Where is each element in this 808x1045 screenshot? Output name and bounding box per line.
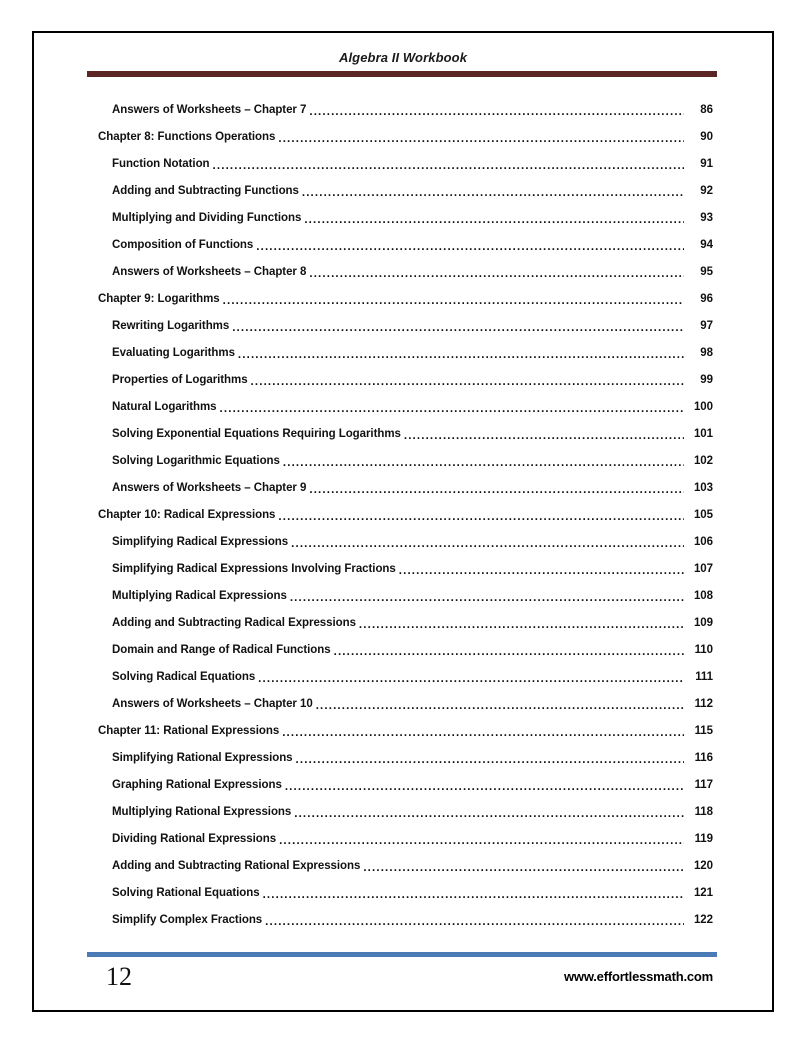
toc-entry-title: Chapter 9: Logarithms (98, 292, 220, 305)
toc-entry-page-number: 108 (693, 589, 713, 602)
toc-entry-title: Multiplying Rational Expressions (112, 805, 292, 818)
table-of-contents (34, 96, 772, 933)
footer-website-url: www.effortlessmath.com (564, 969, 713, 984)
toc-entry-title: Domain and Range of Radical Functions (112, 643, 331, 656)
toc-entry-title: Evaluating Logarithms (112, 346, 235, 359)
toc-entry-title: Chapter 11: Rational Expressions (98, 724, 280, 737)
toc-dot-leader (278, 508, 684, 521)
toc-entry-title: Simplifying Rational Expressions (112, 751, 293, 764)
toc-entry-page-number: 103 (693, 481, 713, 494)
toc-entry-page-number: 98 (700, 346, 713, 359)
toc-dot-leader (399, 562, 684, 575)
toc-entry[interactable] (34, 258, 772, 285)
toc-entry[interactable] (34, 879, 772, 906)
toc-entry-page-number: 93 (700, 211, 713, 224)
toc-dot-leader (285, 778, 684, 791)
toc-dot-leader (256, 238, 684, 251)
toc-dot-leader (309, 481, 684, 494)
toc-entry-page-number: 121 (693, 886, 713, 899)
toc-entry-title: Natural Logarithms (112, 400, 217, 413)
toc-entry-page-number: 90 (700, 130, 713, 143)
toc-entry[interactable] (34, 663, 772, 690)
toc-dot-leader (404, 427, 684, 440)
toc-entry-page-number: 109 (693, 616, 713, 629)
toc-dot-leader (265, 913, 684, 926)
toc-entry-page-number: 122 (693, 913, 713, 926)
toc-entry-title: Function Notation (112, 157, 210, 170)
toc-entry[interactable] (34, 366, 772, 393)
toc-dot-leader (213, 157, 684, 170)
toc-entry-page-number: 96 (700, 292, 713, 305)
toc-dot-leader (232, 319, 684, 332)
toc-dot-leader (258, 670, 684, 683)
toc-entry[interactable] (34, 501, 772, 528)
toc-dot-leader (223, 292, 684, 305)
toc-entry[interactable] (34, 798, 772, 825)
toc-dot-leader (279, 832, 684, 845)
toc-dot-leader (334, 643, 684, 656)
toc-entry-page-number: 100 (693, 400, 713, 413)
toc-entry-page-number: 105 (693, 508, 713, 521)
toc-entry-page-number: 111 (695, 670, 713, 683)
toc-entry[interactable] (34, 609, 772, 636)
page-frame (32, 31, 774, 1012)
toc-entry[interactable] (34, 636, 772, 663)
toc-entry-page-number: 116 (694, 751, 713, 764)
toc-entry-page-number: 118 (694, 805, 713, 818)
toc-entry-page-number: 112 (694, 697, 713, 710)
toc-entry[interactable] (34, 528, 772, 555)
toc-entry-title: Multiplying Radical Expressions (112, 589, 287, 602)
toc-entry-title: Solving Rational Equations (112, 886, 260, 899)
toc-dot-leader (291, 535, 684, 548)
toc-dot-leader (290, 589, 684, 602)
page-number: 12 (106, 962, 132, 991)
toc-entry-title: Graphing Rational Expressions (112, 778, 282, 791)
toc-entry-page-number: 91 (700, 157, 713, 170)
toc-entry-page-number: 120 (693, 859, 713, 872)
toc-entry-page-number: 99 (700, 373, 713, 386)
toc-dot-leader (294, 805, 684, 818)
toc-dot-leader (263, 886, 684, 899)
toc-entry[interactable] (34, 447, 772, 474)
toc-dot-leader (304, 211, 684, 224)
toc-entry-title: Rewriting Logarithms (112, 319, 230, 332)
toc-entry-page-number: 92 (700, 184, 713, 197)
header-rule (87, 71, 717, 77)
toc-entry[interactable] (34, 852, 772, 879)
page-header (34, 33, 772, 65)
toc-dot-leader (251, 373, 684, 386)
running-header-title: Algebra II Workbook (338, 50, 468, 65)
toc-entry-page-number: 117 (694, 778, 713, 791)
toc-dot-leader (282, 724, 684, 737)
toc-dot-leader (309, 103, 684, 116)
page-footer (34, 938, 772, 1010)
toc-entry-page-number: 94 (700, 238, 713, 251)
toc-entry-page-number: 106 (693, 535, 713, 548)
footer-rule (87, 952, 717, 957)
toc-entry[interactable] (34, 312, 772, 339)
toc-dot-leader (296, 751, 684, 764)
toc-dot-leader (283, 454, 684, 467)
toc-entry[interactable] (34, 123, 772, 150)
toc-entry-page-number: 107 (693, 562, 713, 575)
toc-entry[interactable] (34, 231, 772, 258)
toc-dot-leader (309, 265, 684, 278)
toc-dot-leader (220, 400, 684, 413)
toc-entry-page-number: 110 (694, 643, 713, 656)
toc-dot-leader (238, 346, 684, 359)
toc-entry-title: Multiplying and Dividing Functions (112, 211, 302, 224)
toc-entry[interactable] (34, 474, 772, 501)
toc-entry-page-number: 97 (700, 319, 713, 332)
toc-entry-title: Simplify Complex Fractions (112, 913, 263, 926)
toc-entry-title: Composition of Functions (112, 238, 254, 251)
toc-dot-leader (278, 130, 684, 143)
toc-entry-title: Answers of Worksheets – Chapter 10 (112, 697, 313, 710)
toc-dot-leader (316, 697, 684, 710)
toc-entry[interactable] (34, 690, 772, 717)
toc-entry-title: Adding and Subtracting Radical Expressions (112, 616, 356, 629)
toc-entry-page-number: 115 (694, 724, 713, 737)
toc-dot-leader (363, 859, 684, 872)
toc-entry-title: Adding and Subtracting Functions (112, 184, 299, 197)
toc-entry[interactable] (34, 150, 772, 177)
toc-entry-page-number: 119 (694, 832, 713, 845)
toc-entry-title: Answers of Worksheets – Chapter 7 (112, 103, 307, 116)
toc-entry-title: Solving Radical Equations (112, 670, 256, 683)
toc-entry[interactable] (34, 717, 772, 744)
toc-entry[interactable] (34, 393, 772, 420)
toc-entry-title: Answers of Worksheets – Chapter 8 (112, 265, 307, 278)
toc-entry[interactable] (34, 906, 772, 933)
toc-dot-leader (302, 184, 684, 197)
toc-entry[interactable] (34, 96, 772, 123)
toc-entry[interactable] (34, 177, 772, 204)
toc-entry-title: Chapter 8: Functions Operations (98, 130, 276, 143)
toc-entry-title: Solving Logarithmic Equations (112, 454, 280, 467)
toc-entry-page-number: 86 (700, 103, 713, 116)
toc-entry[interactable] (34, 420, 772, 447)
toc-entry-title: Simplifying Radical Expressions Involving Fractions (112, 562, 396, 575)
toc-entry[interactable] (34, 339, 772, 366)
toc-entry[interactable] (34, 582, 772, 609)
toc-entry-title: Dividing Rational Expressions (112, 832, 277, 845)
toc-entry[interactable] (34, 555, 772, 582)
toc-dot-leader (359, 616, 684, 629)
toc-entry[interactable] (34, 744, 772, 771)
toc-entry[interactable] (34, 204, 772, 231)
toc-entry-title: Answers of Worksheets – Chapter 9 (112, 481, 307, 494)
toc-entry[interactable] (34, 285, 772, 312)
toc-entry[interactable] (34, 825, 772, 852)
toc-entry-title: Chapter 10: Radical Expressions (98, 508, 276, 521)
toc-entry-page-number: 101 (693, 427, 713, 440)
toc-entry-page-number: 102 (693, 454, 713, 467)
toc-entry-title: Adding and Subtracting Rational Expressions (112, 859, 361, 872)
toc-entry-title: Solving Exponential Equations Requiring Logarithms (112, 427, 401, 440)
toc-entry-page-number: 95 (700, 265, 713, 278)
toc-entry-title: Properties of Logarithms (112, 373, 248, 386)
toc-entry-title: Simplifying Radical Expressions (112, 535, 289, 548)
toc-entry[interactable] (34, 771, 772, 798)
